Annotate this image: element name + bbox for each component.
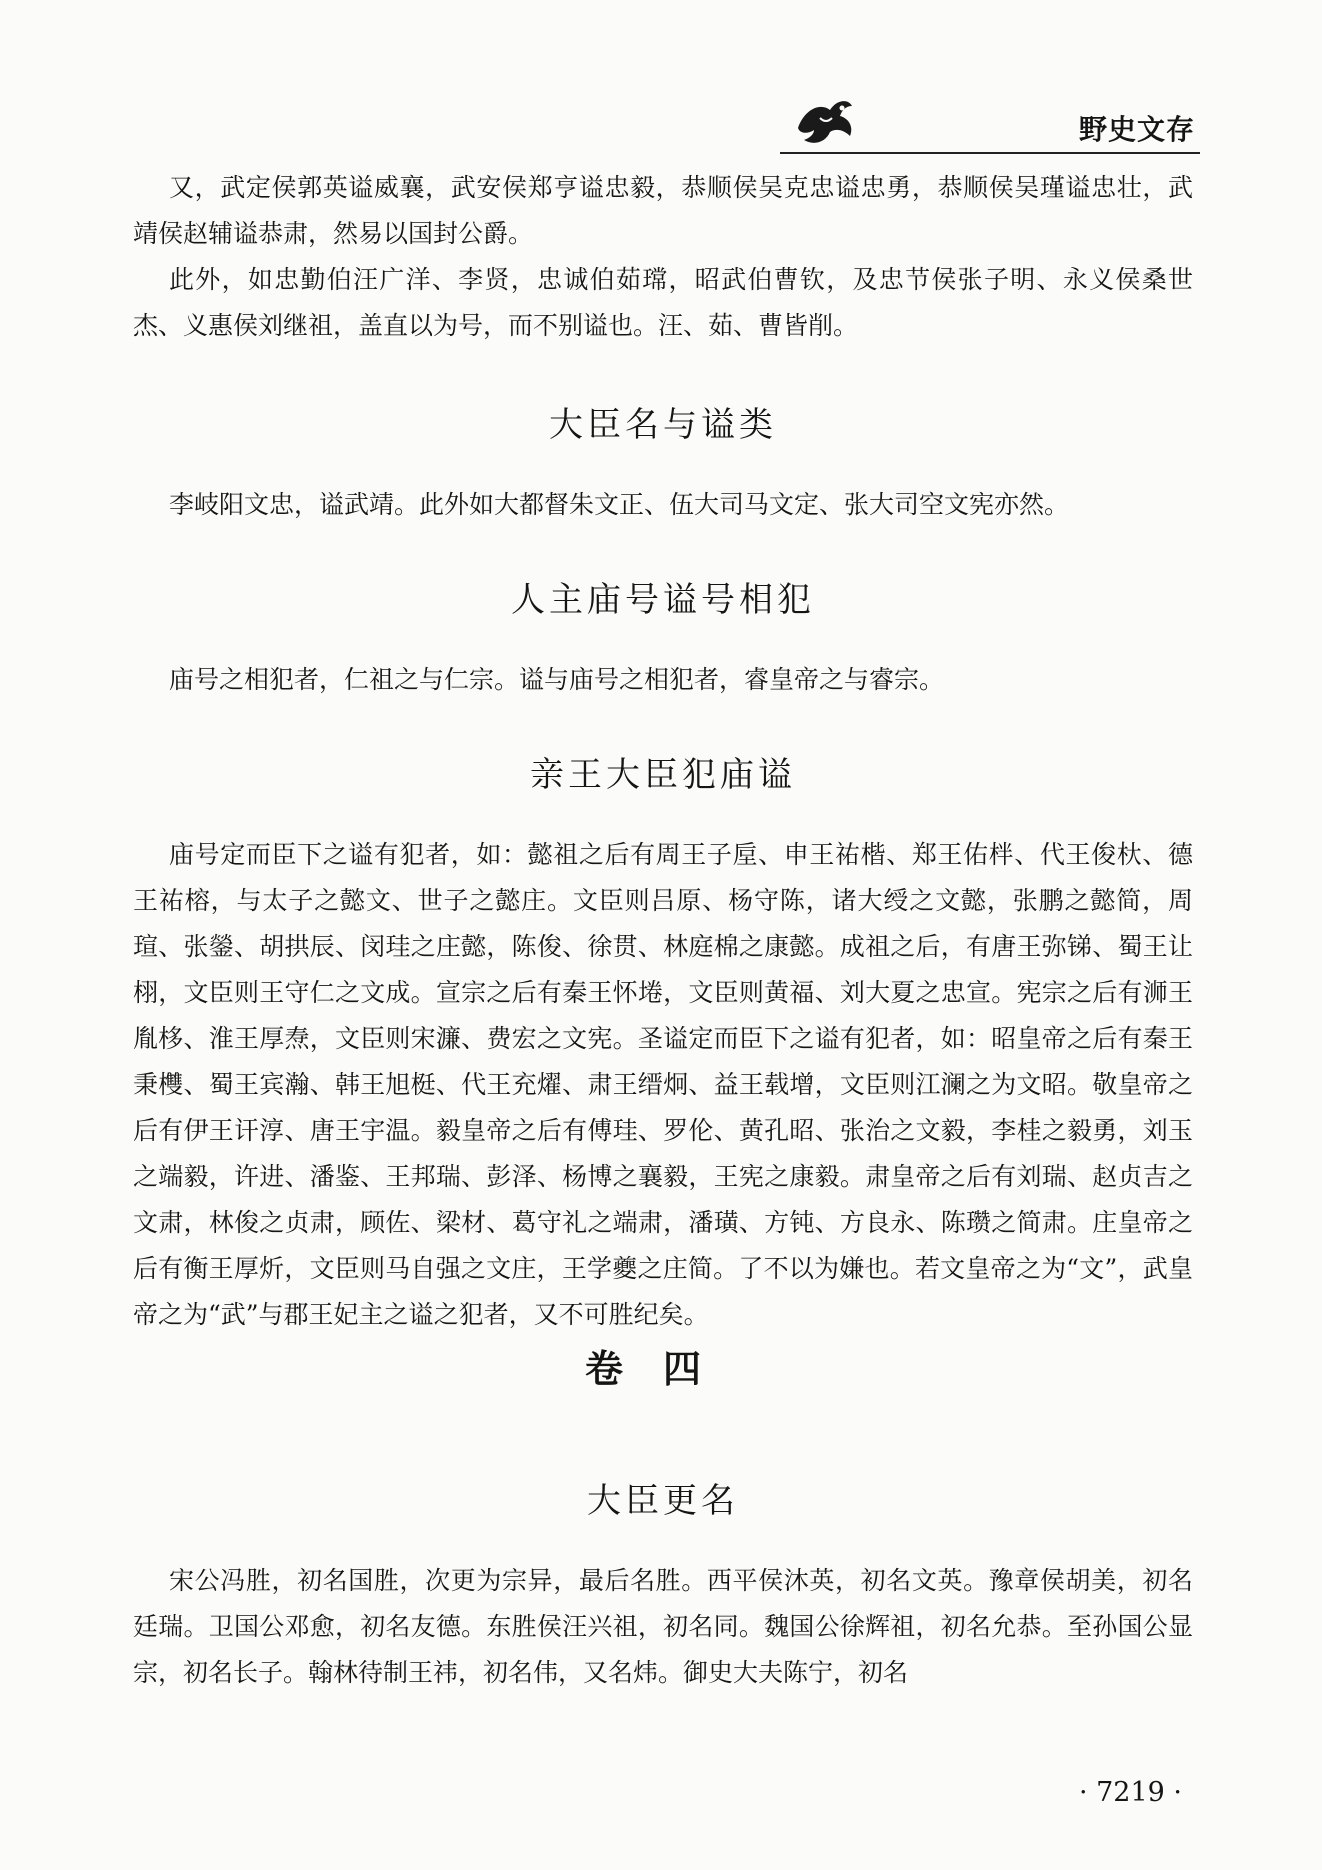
page-content: [133, 165, 1193, 1696]
paragraph: 李岐阳文忠，谥武靖。此外如大都督朱文正、伍大司马文定、张大司空文宪亦然。: [169, 490, 1070, 519]
dragon-emblem-icon: [790, 88, 860, 150]
paragraph: 此外，如忠勤伯汪广洋、李贤，忠诚伯茹瑺，昭武伯曹钦，及忠节侯张子明、永义侯桑世杰、义惠侯刘继祖，盖直以为号，而不别谥也。汪、茹、曹皆削。: [133, 265, 1193, 340]
section-heading: 人主庙号谥号相犯: [511, 580, 815, 620]
page-header: [780, 88, 1200, 156]
section-temple-names: [133, 572, 1193, 703]
paragraph: 庙号之相犯者，仁祖之与仁宗。谥与庙号之相犯者，睿皇帝之与睿宗。: [169, 665, 945, 694]
section-princes-ministers: [133, 747, 1193, 1338]
page-number: · 7219 ·: [1078, 1777, 1182, 1808]
section-name-changes: [133, 1473, 1193, 1696]
paragraph: 庙号定而臣下之谥有犯者，如：懿祖之后有周王子垕、申王祐楷、郑王佑柈、代王俊杕、德王祐榕，与太子之懿文、世子之懿庄。文臣则吕原、杨守陈，诸大绶之文懿，张鹏之懿简，周瑄、张鎣、胡拱辰、闵珪之庄懿，陈俊、徐贯、林庭棉之康懿。成祖之后，有唐王弥锑、蜀王让栩，文臣则王守仁之文成。宣宗之后有秦王怀埢，文臣则黄福、刘大夏之忠宣。宪宗之后有浉王胤栘、淮王厚焘，文臣则宋濂、费宏之文宪。圣谥定而臣下之谥有犯者，如：昭皇帝之后有秦王秉欆、蜀王宾瀚、韩王旭梃、代王充燿、肃王缙炯、益王载增，文臣则江澜之为文昭。敬皇帝之后有伊王讦淳、唐王宇温。毅皇帝之后有傅珪、罗伦、黄孔昭、张治之文毅，李桂之毅勇，刘玉之端毅，许进、潘鉴、王邦瑞、彭泽、杨博之襄毅，王宪之康毅。肃皇帝之后有刘瑞、赵贞吉之文肃，林俊之贞肃，顾佐、梁材、葛守礼之端肃，潘璜、方钝、方良永、陈瓒之简肃。庄皇帝之后有衡王厚炘，文臣则马自强之文庄，王学夔之庄简。了不以为嫌也。若文皇帝之为“文”，武皇帝之为“武”与郡王妃主之谥之犯者，又不可胜纪矣。: [133, 840, 1193, 1329]
section-minister-names: [133, 397, 1193, 528]
paragraph: 又，武定侯郭英谥威襄，武安侯郑亨谥忠毅，恭顺侯吴克忠谥忠勇，恭顺侯吴瑾谥忠壮，武靖侯赵辅谥恭肃，然易以国封公爵。: [133, 173, 1193, 248]
section-heading: 大臣名与谥类: [549, 405, 777, 445]
book-series-title: 野史文存: [1078, 113, 1195, 146]
volume-title: 卷四: [584, 1347, 741, 1391]
header-rule: [780, 152, 1200, 154]
section-heading: 大臣更名: [587, 1481, 739, 1521]
paragraph: 宋公冯胜，初名国胜，次更为宗异，最后名胜。西平侯沐英，初名文英。豫章侯胡美，初名廷瑞。卫国公邓愈，初名友德。东胜侯汪兴祖，初名同。魏国公徐辉祖，初名允恭。至孙国公显宗，初名长子。翰林待制王祎，初名伟，又名炜。御史大夫陈宁，初名: [133, 1566, 1193, 1687]
section-continued: [133, 165, 1193, 349]
section-heading: 亲王大臣犯庙谥: [530, 755, 796, 795]
